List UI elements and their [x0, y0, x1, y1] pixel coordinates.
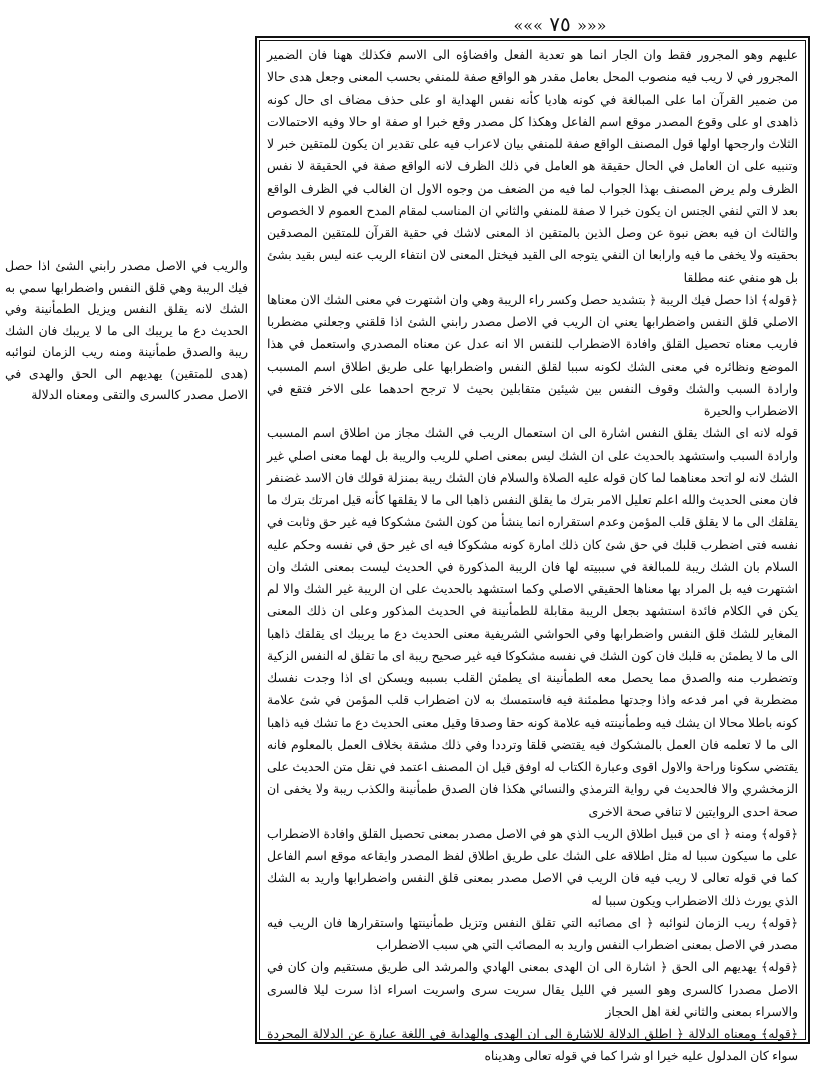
- commentary-paragraph: ﴿قوله﴾ يهديهم الى الحق ﴿ اشارة الى ان الهدى بمعنى الهادي والمرشد الى طريق مستقيم وان كان في الاصل مصدرا كالسرى وهو السير في الليل يقال سريت سرى واسريت اسراء اذا سرت ليلا فالسرى والاسراء بمعنى والثاني لغة اهل الحجاز: [267, 960, 798, 1019]
- page-number-text: ٧٥: [549, 12, 571, 36]
- commentary-frame: [255, 36, 810, 1064]
- commentary-paragraph: قوله لانه اى الشك يقلق النفس اشارة الى ان استعمال الريب في الشك مجاز من اطلاق اسم المسبب وارادة السبب واستشهد بالحديث على ان الشك ليس بمعنى اصلي للريب والريبة بل لهما معنى اصلي غير الشك لانه لو اتحد معناهما لما كان قوله عليه الصلاة والسلام فان الشك ريبة بمنزلة قولك فان الاسد غضنفر فان معنى الحديث والله اعلم تعليل الامر بترك ما يقلق النفس ذاهبا الى ما لا يقلقها كأنه قيل امرتك بترك ما يقلقك الى ما لا يقلق قلب المؤمن وعدم استقراره انما ينشأ من كون الشئ مشكوكا فيه غير حق وثابت في نفسه فتى اضطرب قلبك في حق شئ كان ذلك امارة كونه مشكوكا فيه اى غير حق في نفسه وحكم عليه السلام بان الشك ريبة للمبالغة في سببيته لها فان الريبة المذكورة في الحديث ليست بمعنى الشك وان اشتهرت فيه بل المراد بها معناها الحقيقي الاصلي وكما استشهد بالحديث على ان الريبة غير الشك والا لم يكن في الكلام فائدة استشهد بجعل الريبة مقابلة للطمأنينة في الحديث المذكور وعلى ان ذلك المعنى المغاير للشك قلق النفس واضطرابها وفي الحواشي الشريفية معنى الحديث دع ما يريبك اى يقلقك ذاهبا الى ما لا يطمئن به قلبك فان كون الشك في نفسه مشكوكا فيه غير صحيح ريبة اى ما تقلق له النفس الزكية وتضطرب منه والصدق مما يحصل معه الطمأنينة اى يطمئن القلب بسببه ويسكن اى اذا وجدت نفسك مضطربة في امر فدعه واذا وجدتها مطمئنة فيه فاستمسك به لان اضطراب قلب المؤمن في شئ علامة كونه باطلا محالا ان يشك فيه وطمأنينته فيه علامة كونه حقا وصدقا وقيل معنى الحديث دع ما تشك فيه ذاهبا الى ما لا تعلمه فان العمل بالمشكوك فيه يقتضي قلقا وترددا وفي ذلك مشقة بخلاف العمل بالمعلوم فانه يقتضي سكونا وراحة والاول اقوى وعبارة الكتاب له اوفق قيل ان المصنف اعتمد في نقل متن الحديث على الزمخشري والا فالحديث في رواية الترمذي والنسائي هكذا فان الصدق طمأنينة والكذب ريبة ولا يخفى ان صحة احدى الروايتين لا تنافي صحة الاخرى: [267, 426, 798, 819]
- commentary-paragraph: ﴿قوله﴾ ريب الزمان لنوائبه ﴿ اى مصائبه التي تقلق النفس وتزيل طمأنينتها واستقرارها فان الريب فيه مصدر في الاصل بمعنى اضطراب النفس واريد به المصائب التي هي سبب الاضطراب: [267, 915, 798, 952]
- ornament-right: «««: [513, 16, 543, 35]
- commentary-paragraph: ﴿قوله﴾ ومنه ﴿ اى من قبيل اطلاق الريب الذي هو في الاصل مصدر بمعنى تحصيل القلق وافادة الاضطراب على ما سيكون سببا له مثل اطلاقه على الشك على طريق اطلاق لفظ المصدر وايقاعه موقع اسم الفاعل كما في قوله تعالى لا ريب فيه فان الريب في الاصل مصدر بمعنى قلق النفس واضطرابها واريد به الشك الذي يورث ذلك الاضطراب ويكون سببا له: [267, 826, 798, 908]
- commentary-paragraph: ﴿قوله﴾ اذا حصل فيك الريبة ﴿ بتشديد حصل وكسر راء الريبة وهي وان اشتهرت في معنى الشك الان معناها الاصلي قلق النفس واضطرابها يعني ان الريب في الاصل مصدر رابني الشئ اذا قلقني وجعلني مضطربا فاريب معناه تحصيل القلق وافادة الاضطراب للنفس الا انه عدل عن معناه المصدري واستعمل في هذا الموضع ونظائره في معنى الشك لكونه سببا لقلق النفس واضطرابها على طريق اطلاق اسم المسبب وارادة السبب والشك وقوف النفس بين شيئين متقابلين بحيث لا ترجح احدهما على الاخر فتقع في الاضطراب والحيرة: [267, 292, 798, 418]
- margin-note-text: والريب في الاصل مصدر رابني الشئ اذا حصل فيك الريبة وهي قلق النفس واضطرابها سمي به الشك لانه يقلق النفس ويزيل الطمأنينة وفي الحديث دع ما يريبك الى ما لا يريبك فان الشك ريبة والصدق طمأنينة ومنه ريب الزمان لنوائبه (هدى للمتقين) يهديهم الى الحق والهدى في الاصل مصدر كالسرى والتقى ومعناه الدلالة: [5, 259, 248, 402]
- commentary-paragraph: ﴿قوله﴾ ومعناه الدلالة ﴿ اطلق الدلالة للاشارة الى ان الهدى والهداية في اللغة عبارة عن الدلالة المجردة سواء كان المدلول عليه خيرا او شرا كما في قوله تعالى وهديناه: [267, 1027, 798, 1064]
- commentary-text: [257, 38, 808, 1072]
- margin-note: [5, 256, 248, 407]
- ornament-left: »»»: [577, 16, 607, 35]
- commentary-paragraph: عليهم وهو المجرور فقط وان الجار انما هو تعدية الفعل وافضاؤه الى الاسم فكذلك ههنا فان الضمير المجرور في لا ريب فيه منصوب المحل بعامل مقدر هو الواقع صفة للمنفي بحسب المعنى وجعل هدى حالا من ضمير القرآن اما على المبالغة في كونه هاديا كأنه نفس الهداية او على حذف مضاف اى حال كونه ذاهدى او على وقوع المصدر موقع اسم الفاعل وهكذا كل مصدر وقع خبرا او صفة او حالا وفيه الاحتمالات الثلاث وارجحها اولها قول المصنف الواقع صفة للمنفي بيان لاعراب فيه على تقدير ان يكون للمتقين خبر لا وتنبيه على ان العامل في الحال حقيقة هو العامل في ذلك الظرف لانه الواقع صفة في الحقيقة لا نفس الظرف ولم يرض المصنف بهذا الجواب لما فيه من الضعف من وجوه الاول ان الغالب في الظرف الواقع بعد لا التي لنفي الجنس ان يكون خبرا لا صفة للمنفي والثاني ان المناسب لمقام المدح العموم لا الخصوص والثالث ان فيه بعض نبوة عن وصل الذين بالمتقين اذ المعنى لاشك في حقية القرآن للمتقين المصدقين بحقيته ولا يخفى ما فيه وارابعا ان النفي يتوجه الى القيد فيختل المعنى لان انتفاء الريب عنه ليس بقيد بشئ بل هو منفي عنه مطلقا: [267, 48, 798, 285]
- page-number: [500, 12, 620, 36]
